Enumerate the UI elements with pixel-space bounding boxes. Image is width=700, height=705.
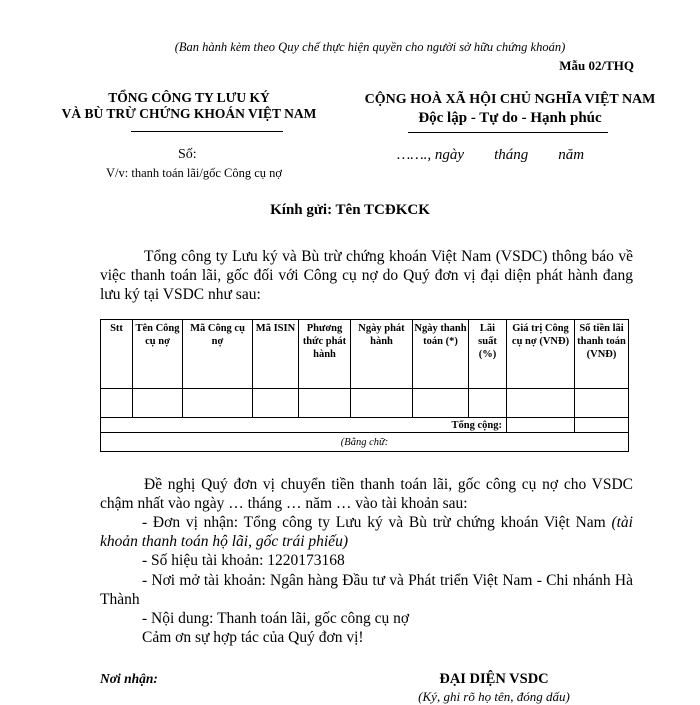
issuance-note: (Ban hành kèm theo Quy chế thực hiện quyền cho người sở hữu chứng khoán) [174,40,566,54]
table-cell [253,389,299,418]
national-header [352,90,668,128]
table-cell [507,389,575,418]
bank-line: - Nơi mở tài khoản: Ngân hàng Đầu tư và Phát triển Việt Nam - Chi nhánh Hà Thành [100,572,633,608]
col-header-code: Mã Công cụ nợ [183,320,253,389]
recipients-label: Nơi nhận: [100,671,158,686]
organization-name-line2: VÀ BÙ TRỪ CHỨNG KHOÁN VIỆT NAM [61,106,317,121]
amount-in-words-label: (Bằng chữ: [101,433,629,452]
table-total-row [101,418,629,433]
table-cell [575,389,629,418]
beneficiary-line [100,513,633,551]
date-line [397,147,614,164]
col-header-rate: Lãi suất (%) [469,320,507,389]
intro-paragraph: Tổng công ty Lưu ký và Bù trừ chứng khoán Việt Nam (VSDC) thông báo về việc thanh toán lãi, gốc đối với Công cụ nợ do Quý đơn vị đại diện phát hành đang lưu ký tại VSDC như sau: [100,248,633,303]
beneficiary-note: (tài khoản thanh toán hộ lãi, gốc trái phiếu) [100,514,633,550]
col-header-name: Tên Công cụ nợ [133,320,183,389]
payment-table [100,319,629,452]
date-prefix: ……., ngày [397,147,465,163]
date-month: tháng [494,147,529,163]
col-header-method: Phương thức phát hành [299,320,351,389]
motto-underline [408,132,608,133]
table-cell [101,389,133,418]
total-interest-cell [575,418,629,433]
total-value-cell [507,418,575,433]
table-cell [299,389,351,418]
table-cell [133,389,183,418]
table-cell [351,389,413,418]
thanks-line: Cảm ơn sự hợp tác của Quý đơn vị! [142,629,364,646]
table-row [101,389,629,418]
organization-name [40,90,338,122]
table-cell [413,389,469,418]
addressee-line: Kính gửi: Tên TCĐKCK [270,202,430,218]
account-number-line: - Số hiệu tài khoản: 1220173168 [142,552,345,569]
organization-underline [131,131,283,132]
date-year: năm [558,147,585,163]
col-header-stt: Stt [101,320,133,389]
request-paragraph: Đề nghị Quý đơn vị chuyển tiền thanh toán lãi, gốc công cụ nợ cho VSDC chậm nhất vào ngày … tháng … năm … vào tài khoản sau: [100,476,633,512]
document-number-label: Số: [178,147,197,162]
content-line: - Nội dung: Thanh toán lãi, gốc công cụ nợ [142,610,410,627]
motto: Độc lập - Tự do - Hạnh phúc [418,110,602,126]
col-header-issue-date: Ngày phát hành [351,320,413,389]
republic-title: CỘNG HOÀ XÃ HỘI CHỦ NGHĨA VIỆT NAM [364,92,656,107]
table-cell [469,389,507,418]
beneficiary-text: - Đơn vị nhận: Tổng công ty Lưu ký và Bù trừ chứng khoán Việt Nam [142,514,612,531]
table-words-row [101,433,629,452]
signature-instruction: (Ký, ghi rõ họ tên, đóng dấu) [418,689,570,704]
col-header-payment-date: Ngày thanh toán (*) [413,320,469,389]
total-label: Tổng cộng: [101,418,507,433]
col-header-value: Giá trị Công cụ nợ (VNĐ) [507,320,575,389]
signer-title: ĐẠI DIỆN VSDC [439,671,549,687]
organization-name-line1: TỔNG CÔNG TY LƯU KÝ [108,90,270,105]
subject-line: V/v: thanh toán lãi/gốc Công cụ nợ [106,166,283,180]
col-header-isin: Mã ISIN [253,320,299,389]
table-cell [183,389,253,418]
table-header-row [101,320,629,389]
form-code: Mẫu 02/THQ [559,58,634,73]
col-header-interest: Số tiền lãi thanh toán (VNĐ) [575,320,629,389]
